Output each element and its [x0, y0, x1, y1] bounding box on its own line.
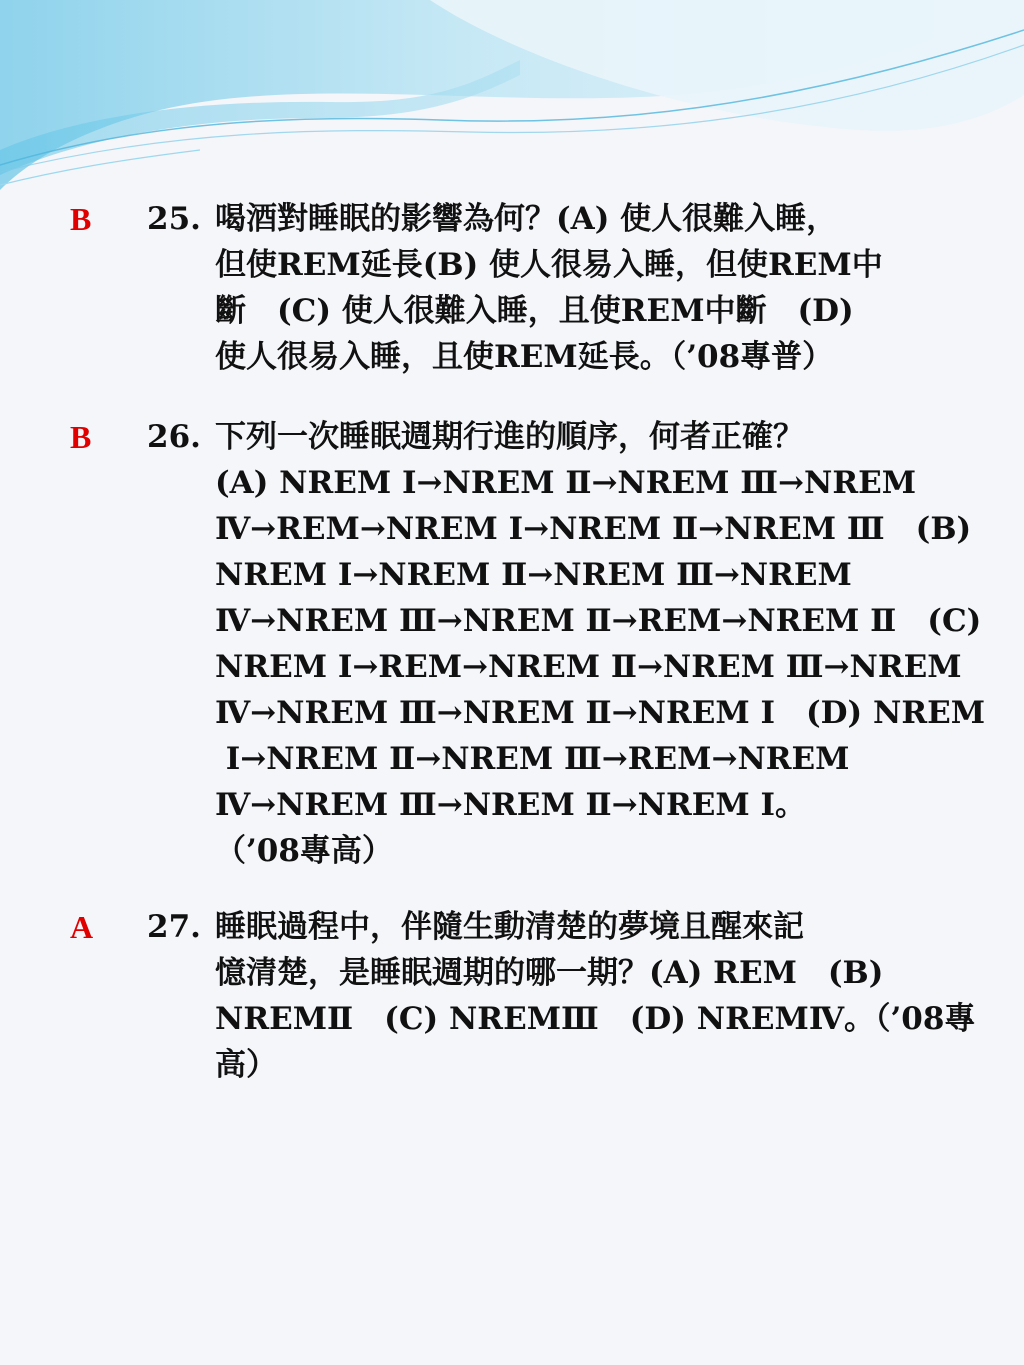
question-line: 使人很易入睡，且使REM延長。（’08專普）: [215, 339, 834, 375]
question-line: 喝酒對睡眠的影響為何？(A) 使人很難入睡，: [215, 201, 838, 237]
question-line: Ⅳ→NREM Ⅲ→NREM Ⅱ→REM→NREM Ⅱ (C): [215, 603, 982, 639]
question-line: （’08專高）: [215, 833, 393, 869]
question-line: Ⅳ→REM→NREM Ⅰ→NREM Ⅱ→NREM Ⅲ (B): [215, 511, 972, 547]
question-line: Ⅳ→NREM Ⅲ→NREM Ⅱ→NREM Ⅰ (D) NREM: [215, 695, 986, 731]
answer-letter: B: [70, 201, 92, 237]
question-line: 高）: [215, 1047, 277, 1083]
header-wave-decoration: [0, 0, 1024, 210]
question-line: Ⅳ→NREM Ⅲ→NREM Ⅱ→NREM Ⅰ。: [215, 787, 806, 823]
question-line: NREM Ⅰ→REM→NREM Ⅱ→NREM Ⅲ→NREM: [215, 649, 962, 685]
question-text: [215, 196, 975, 380]
question-line: 睡眠過程中，伴隨生動清楚的夢境且醒來記: [215, 909, 804, 945]
question-text: [215, 904, 975, 1088]
question-number: 25.: [147, 201, 201, 237]
answer-letter: A: [70, 909, 94, 945]
question-text: [215, 414, 986, 874]
question-line: NREM Ⅰ→NREM Ⅱ→NREM Ⅲ→NREM: [215, 557, 852, 593]
question-number: 26.: [147, 419, 201, 455]
question-line: Ⅰ→NREM Ⅱ→NREM Ⅲ→REM→NREM: [215, 741, 850, 777]
question-line: (A) NREM Ⅰ→NREM Ⅱ→NREM Ⅲ→NREM: [215, 465, 917, 501]
answer-letter: B: [70, 419, 92, 455]
question-line: 憶清楚，是睡眠週期的哪一期？(A) REM (B): [215, 955, 884, 991]
question-number: 27.: [147, 909, 201, 945]
question-line: 但使REM延長(B) 使人很易入睡，但使REM中: [215, 247, 883, 283]
question-line: 斷 (C) 使人很難入睡，且使REM中斷 (D): [215, 293, 854, 329]
question-line: NREMⅡ (C) NREMⅢ (D) NREMⅣ。（’08專: [215, 1001, 976, 1037]
question-line: 下列一次睡眠週期行進的順序，何者正確？: [215, 419, 804, 455]
